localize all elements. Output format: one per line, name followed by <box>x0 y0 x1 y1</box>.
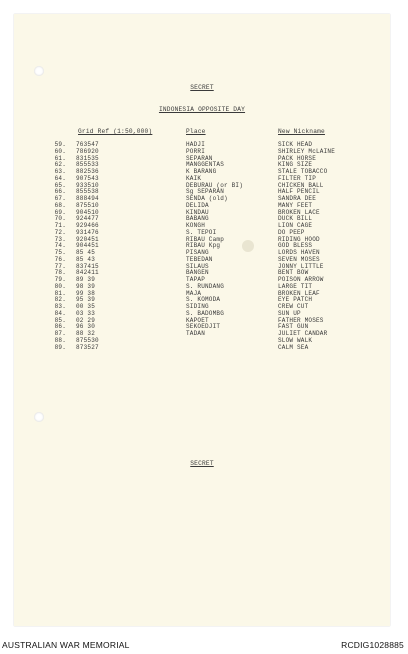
place-cell: KONGH <box>186 222 206 229</box>
nickname-cell: CHICKEN BALL <box>278 181 324 189</box>
grid-ref-cell: 875510 <box>76 201 99 209</box>
grid-ref-cell: 904510 <box>76 208 99 216</box>
place-cell: RIBAU Kpg <box>186 242 221 250</box>
column-header-new-nickname: New Nickname <box>278 128 325 135</box>
nickname-cell: SUN UP <box>278 309 301 317</box>
place-cell: HADJI <box>186 141 206 148</box>
nickname-cell: SEVEN MOSES <box>278 255 320 263</box>
nickname-cell: FAST GUN <box>278 323 309 331</box>
grid-ref-cell: 88 32 <box>76 330 96 337</box>
nickname-table <box>14 142 390 351</box>
place-cell: KINDAU <box>186 208 209 216</box>
row-number: 73. <box>54 235 66 243</box>
grid-ref-cell: 924477 <box>76 215 99 223</box>
classification-top: SECRET <box>190 84 214 91</box>
place-cell: TAPAP <box>186 276 206 283</box>
grid-ref-cell: 00 35 <box>76 303 96 310</box>
place-cell: TEBEDAN <box>186 255 213 263</box>
grid-ref-cell: 873527 <box>76 343 99 351</box>
place-cell: SENDA (old) <box>186 195 228 202</box>
row-number: 82. <box>54 296 66 304</box>
grid-ref-cell: 763547 <box>76 141 99 148</box>
place-cell: MAJA <box>186 289 202 297</box>
row-number: 79. <box>54 276 66 283</box>
place-cell: SEPARAN <box>186 154 213 162</box>
grid-ref-cell: 875530 <box>76 336 99 344</box>
nickname-cell: POISON ARROW <box>278 276 324 283</box>
grid-ref-cell: 85 43 <box>76 255 96 263</box>
nickname-cell: KING SIZE <box>278 161 313 169</box>
nickname-cell: GOD BLESS <box>278 242 313 250</box>
table-row <box>14 169 390 176</box>
grid-ref-cell: 855538 <box>76 188 99 196</box>
row-number: 76. <box>54 255 66 263</box>
grid-ref-cell: 98 39 <box>76 282 96 290</box>
row-number: 75. <box>54 249 66 256</box>
table-row <box>14 338 390 345</box>
place-cell: BANGEN <box>186 269 209 277</box>
nickname-cell: BROKEN LEAF <box>278 289 320 297</box>
grid-ref-cell: 99 38 <box>76 289 96 297</box>
row-number: 60. <box>54 147 66 155</box>
place-cell: KAPOET <box>186 316 209 324</box>
place-cell: S. RUNDANG <box>186 282 225 290</box>
grid-ref-cell: 837415 <box>76 262 99 270</box>
place-cell: DEBURAU (or BI) <box>186 181 244 189</box>
table-row <box>14 331 390 338</box>
classification-bottom: SECRET <box>190 460 214 467</box>
row-number: 69. <box>54 208 66 216</box>
nickname-cell: FILTER TIP <box>278 174 317 182</box>
grid-ref-cell: 855533 <box>76 161 99 169</box>
row-number: 81. <box>54 289 66 297</box>
nickname-cell: HALF PENCIL <box>278 188 320 196</box>
nickname-cell: LION CAGE <box>278 222 313 229</box>
grid-ref-cell: 786920 <box>76 147 99 155</box>
nickname-cell: EYE PATCH <box>278 296 313 304</box>
nickname-cell: LORDS HAVEN <box>278 249 320 256</box>
row-number: 61. <box>54 154 66 162</box>
place-cell: MANGGENTAS <box>186 161 225 169</box>
row-number: 63. <box>54 168 66 175</box>
place-cell: TADAN <box>186 330 206 337</box>
table-row <box>14 284 390 291</box>
table-row <box>14 345 390 352</box>
place-cell: S. BADOMBG <box>186 309 225 317</box>
row-number: 84. <box>54 309 66 317</box>
nickname-cell: STALE TOBACCO <box>278 168 328 175</box>
grid-ref-cell: 888494 <box>76 195 99 202</box>
place-cell: PISANG <box>186 249 209 256</box>
grid-ref-cell: 85 45 <box>76 249 96 256</box>
row-number: 72. <box>54 228 66 236</box>
row-number: 80. <box>54 282 66 290</box>
row-number: 87. <box>54 330 66 337</box>
punch-hole <box>34 412 44 422</box>
grid-ref-cell: 904451 <box>76 242 99 250</box>
grid-ref-cell: 89 39 <box>76 276 96 283</box>
place-cell: PORRI <box>186 147 206 155</box>
place-cell: Sg SEPARAN <box>186 188 225 196</box>
nickname-cell: MANY FEET <box>278 201 313 209</box>
grid-ref-cell: 931476 <box>76 228 99 236</box>
row-number: 65. <box>54 181 66 189</box>
nickname-cell: DUCK BILL <box>278 215 313 223</box>
grid-ref-cell: 842411 <box>76 269 99 277</box>
place-cell: RIBAU Camp <box>186 235 225 243</box>
row-number: 71. <box>54 222 66 229</box>
row-number: 89. <box>54 343 66 351</box>
grid-ref-cell: 920451 <box>76 235 99 243</box>
nickname-cell: BROKEN LACE <box>278 208 320 216</box>
grid-ref-cell: 933510 <box>76 181 99 189</box>
row-number: 59. <box>54 141 66 148</box>
nickname-cell: SLOW WALK <box>278 336 313 344</box>
nickname-cell: JONNY LITTLE <box>278 262 324 270</box>
archive-reference: RCDIG1028885 <box>341 640 404 650</box>
row-number: 86. <box>54 323 66 331</box>
page-title: INDONESIA OPPOSITE DAY <box>158 106 246 113</box>
grid-ref-cell: 95 39 <box>76 296 96 304</box>
row-number: 66. <box>54 188 66 196</box>
row-number: 77. <box>54 262 66 270</box>
row-number: 70. <box>54 215 66 223</box>
grid-ref-cell: 831535 <box>76 154 99 162</box>
nickname-cell: SICK HEAD <box>278 141 313 148</box>
row-number: 83. <box>54 303 66 310</box>
row-number: 62. <box>54 161 66 169</box>
place-cell: BABANG <box>186 215 209 223</box>
nickname-cell: DO PEEP <box>278 228 305 236</box>
row-number: 74. <box>54 242 66 250</box>
row-number: 68. <box>54 201 66 209</box>
nickname-cell: BENT BOW <box>278 269 309 277</box>
column-header-place: Place <box>186 128 206 135</box>
row-number: 67. <box>54 195 66 202</box>
grid-ref-cell: 02 29 <box>76 316 96 324</box>
place-cell: SIDING <box>186 303 209 310</box>
row-number: 64. <box>54 174 66 182</box>
row-number: 85. <box>54 316 66 324</box>
document-page <box>14 14 390 626</box>
nickname-cell: JULIET CANDAR <box>278 330 328 337</box>
grid-ref-cell: 882536 <box>76 168 99 175</box>
grid-ref-cell: 96 30 <box>76 323 96 331</box>
row-number: 78. <box>54 269 66 277</box>
nickname-cell: FATHER MOSES <box>278 316 324 324</box>
column-header-grid-ref: Grid Ref (1:50,000) <box>78 128 153 135</box>
punch-hole <box>34 66 44 76</box>
nickname-cell: SHIRLEY McLAINE <box>278 147 336 155</box>
place-cell: S. TEPOI <box>186 228 217 236</box>
nickname-cell: CALM SEA <box>278 343 309 351</box>
place-cell: K BARANG <box>186 168 217 175</box>
row-number: 88. <box>54 336 66 344</box>
nickname-cell: LARGE TIT <box>278 282 313 290</box>
grid-ref-cell: 929466 <box>76 222 99 229</box>
place-cell: SILAUS <box>186 262 209 270</box>
place-cell: DELIDA <box>186 201 209 209</box>
grid-ref-cell: 03 33 <box>76 309 96 317</box>
nickname-cell: PACK HORSE <box>278 154 317 162</box>
place-cell: KAIK <box>186 174 202 182</box>
place-cell: SEKOEDJIT <box>186 323 221 331</box>
nickname-cell: CREW CUT <box>278 303 309 310</box>
grid-ref-cell: 907543 <box>76 174 99 182</box>
nickname-cell: SANDRA DEE <box>278 195 317 202</box>
place-cell: S. KOMODA <box>186 296 221 304</box>
archive-credit: AUSTRALIAN WAR MEMORIAL <box>2 640 130 650</box>
nickname-cell: RIDING HOOD <box>278 235 320 243</box>
